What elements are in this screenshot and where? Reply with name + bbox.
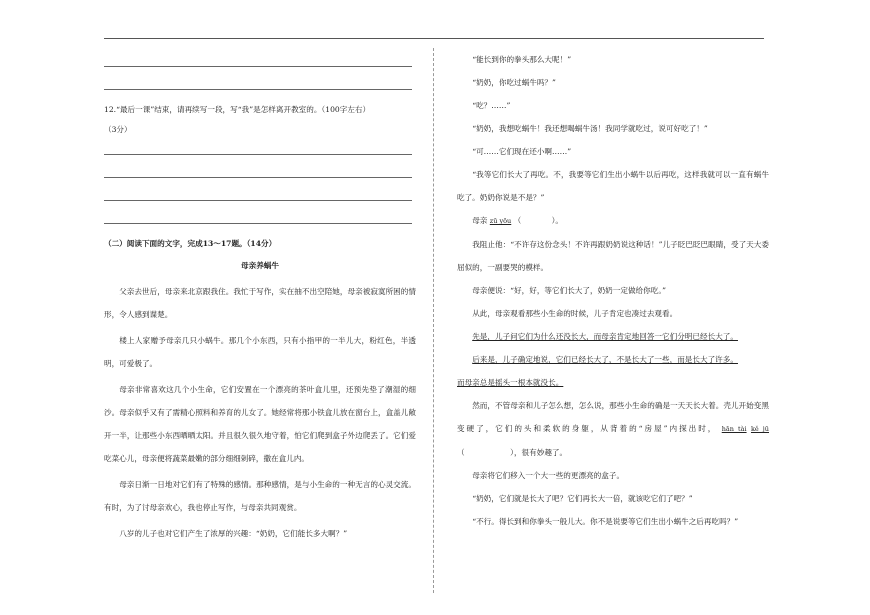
answer-blank[interactable]: （ ）。 bbox=[513, 216, 564, 225]
underlined-sentence: 先是，儿子问它们为什么还没长大，而母亲肯定地回答一它们分明已经长大了。 bbox=[472, 332, 738, 341]
pinyin-prompt: hān tài bbox=[721, 425, 747, 433]
dialogue-line: “我等它们长大了再吃。不，我要等它们生出小蜗牛以后再吃，这样我就可以一直有蜗牛吃了。奶奶你说是不是？” bbox=[457, 170, 769, 202]
paragraph: 母亲将它们移入一个大一些的更漂亮的盒子。 bbox=[472, 471, 625, 480]
answer-line bbox=[104, 200, 412, 201]
paragraph-text: ，很有妙趣了。 bbox=[513, 448, 568, 457]
answer-line bbox=[104, 66, 412, 67]
dialogue-line: “奶奶，它们就是长大了吧？它们再长大一倍，就该吃它们了吧？” bbox=[472, 494, 693, 503]
paragraph: 母亲便说：“好，好，等它们长大了，奶奶一定做给你吃。” bbox=[472, 286, 666, 295]
answer-line bbox=[104, 223, 412, 224]
dialogue-line: “奶奶，你吃过蜗牛吗？” bbox=[472, 78, 556, 87]
dialogue-line: “可……它们现在还小啊……” bbox=[472, 147, 572, 156]
top-rule bbox=[104, 38, 764, 39]
paragraph: 母亲日渐一日地对它们有了特殊的感情。那种感情，是与小生命的一种无言的心灵交流。有时，为了讨母亲欢心，我也停止写作，与母亲共同观赏。 bbox=[104, 480, 416, 512]
underlined-sentence: 后来是，儿子确定地说，它们已经长大了，不是长大了一些，而是长大了许多。 bbox=[472, 355, 738, 364]
pinyin-blank-line bbox=[457, 209, 769, 233]
mother-label: 母亲 bbox=[472, 216, 488, 225]
dialogue-line: “吃？……” bbox=[472, 101, 511, 110]
paragraph bbox=[457, 394, 769, 464]
dialogue-line: “不行。得长到和你拳头一般儿大。你不是说要等它们生出小蜗牛之后再吃吗？” bbox=[472, 517, 739, 526]
question-12: 12.“最后一课”结束，请再续写一段，写“我”是怎样离开教室的。（100字左右） bbox=[104, 105, 371, 114]
paragraph-text: 然而，不管母亲和儿子怎么想，怎么说，那些小生命的确是一天天长大着。壳儿开始变黑变硬了，它们的头和柔软的身躯，从背着的“房屋”内探出时， bbox=[457, 401, 769, 433]
paragraph: 楼上人家赠予母亲几只小蜗牛。那几个小东西，只有小指甲的一半儿大，粉红色，半透明，可爱极了。 bbox=[104, 336, 416, 368]
paragraph: 八岁的儿子也对它们产生了浓厚的兴趣：“奶奶，它们能长多大啊？” bbox=[119, 529, 348, 538]
paragraph: 我阻止他：“不许存这份念头！不许再跟奶奶说这种话！”儿子眨巴眨巴眼睛，受了天大委屈似的，一副要哭的模样。 bbox=[457, 240, 769, 272]
paragraph: 母亲非常喜欢这几个小生命，它们安置在一个漂亮的茶叶盒儿里，还预先垫了潮湿的细沙。母亲似乎又有了需精心照料和养育的儿女了。她经常将那小铁盒儿放在窗台上，盒盖儿敞开一半，让那些小东西晒晒太阳。并且很久很久地守着，怕它们爬到盒子外边爬丢了。它们爱吃菜心儿，母亲便将蔬菜最嫩的部分细细剁碎，撒在盒儿内。 bbox=[104, 385, 416, 463]
answer-line bbox=[104, 89, 412, 90]
question-12-score: （3分） bbox=[104, 125, 132, 134]
pinyin-prompt: zū yōu bbox=[489, 217, 512, 225]
dialogue-line: “能长到你的拳头那么大呢！” bbox=[472, 55, 572, 64]
left-column bbox=[104, 44, 416, 545]
pinyin-prompt: kě jū bbox=[750, 425, 769, 433]
answer-blank[interactable]: （ ） bbox=[457, 448, 514, 457]
paragraph: 从此，母亲观看那些小生命的时候，儿子肯定也凑过去观看。 bbox=[472, 309, 678, 318]
answer-line bbox=[104, 154, 412, 155]
paragraph: 父亲去世后，母亲来北京跟我住。我忙于写作，实在抽不出空陪她，母亲被寂寞所困的情形，令人感到谍楚。 bbox=[104, 287, 416, 319]
story-title: 母亲养蜗牛 bbox=[241, 261, 279, 270]
right-column bbox=[457, 44, 769, 533]
section-title: （二）阅读下面的文字，完成13～17题。（14分） bbox=[104, 239, 277, 248]
answer-line bbox=[104, 177, 412, 178]
dialogue-line: “奶奶，我想吃蜗牛！我还想喝蜗牛汤！我同学就吃过，说可好吃了！” bbox=[472, 124, 708, 133]
underlined-sentence: 而母亲总是摇头一根本就没长。 bbox=[457, 378, 564, 387]
column-divider bbox=[433, 48, 434, 593]
